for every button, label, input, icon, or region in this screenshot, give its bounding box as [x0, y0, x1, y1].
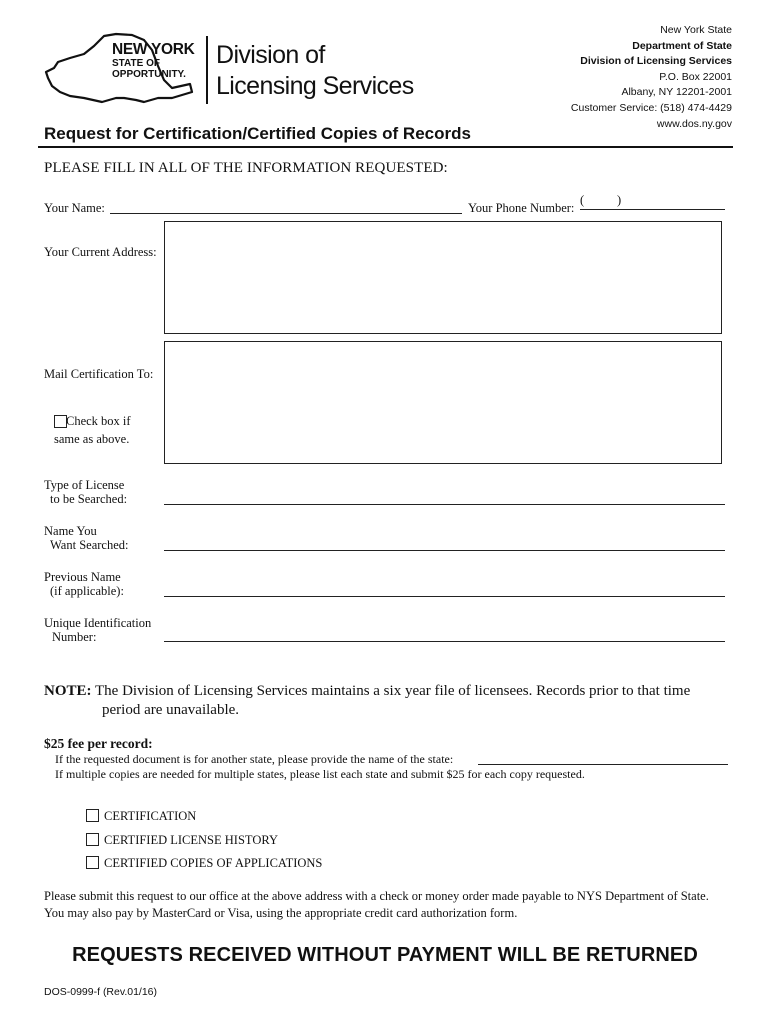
same-as-above-label: Check box if: [66, 414, 131, 428]
agency-address-block: [571, 23, 732, 132]
name-searched-field[interactable]: [164, 550, 725, 551]
note-key: NOTE:: [44, 683, 92, 699]
address-label: Your Current Address:: [44, 245, 157, 259]
phone-label: Your Phone Number:: [468, 201, 575, 215]
license-history-label: CERTIFIED LICENSE HISTORY: [104, 833, 279, 847]
payment-warning: REQUESTS RECEIVED WITHOUT PAYMENT WILL BE RETURNED: [72, 944, 698, 966]
division-name: [216, 40, 414, 102]
certification-checkbox[interactable]: [86, 809, 99, 822]
title-rule: [38, 146, 733, 148]
fee-line-2: If multiple copies are needed for multiple states, please list each state and submit $25 for each copy requested.: [55, 767, 585, 781]
agency-line: New York State: [660, 24, 732, 36]
license-type-field[interactable]: [164, 504, 725, 505]
phone-field[interactable]: [580, 209, 725, 210]
submit-line-1: Please submit this request to our office at the above address with a check or money order made payable to NYS Department of State.: [44, 889, 709, 903]
division-line-2: Licensing Services: [216, 72, 414, 100]
agency-line: Department of State: [632, 39, 732, 52]
agency-line: www.dos.ny.gov: [656, 117, 732, 130]
other-state-field[interactable]: [478, 764, 728, 765]
logo-line-3: OPPORTUNITY.: [112, 69, 186, 80]
note-line-1: The Division of Licensing Services maintains a six year file of licensees. Records prior to that time: [95, 683, 691, 699]
logo-line-2: STATE OF: [112, 58, 160, 69]
name-searched-label: Name You: [44, 524, 97, 538]
name-label: Your Name:: [44, 201, 105, 215]
form-title: Request for Certification/Certified Copies of Records: [44, 124, 471, 143]
logo-divider: [206, 36, 208, 104]
applications-label: CERTIFIED COPIES OF APPLICATIONS: [104, 856, 323, 870]
note-paragraph: [44, 682, 734, 720]
certification-label: CERTIFICATION: [104, 809, 197, 823]
mail-to-box[interactable]: [164, 341, 722, 464]
license-type-label: Type of License: [44, 478, 125, 492]
agency-line: Customer Service: (518) 474-4429: [570, 101, 732, 114]
agency-line: Division of Licensing Services: [580, 55, 732, 68]
submit-instructions: [44, 888, 709, 922]
unique-id-label: Unique Identification: [44, 616, 152, 630]
mail-to-label: Mail Certification To:: [44, 367, 154, 381]
division-line-1: Division of: [216, 41, 325, 69]
same-as-above-label-2: same as above.: [54, 432, 130, 446]
phone-paren-close: ): [617, 193, 622, 207]
applications-checkbox[interactable]: [86, 856, 99, 869]
fee-line-1: If the requested document is for another state, please provide the name of the state:: [55, 752, 454, 766]
license-history-checkbox[interactable]: [86, 833, 99, 846]
instruction-text: PLEASE FILL IN ALL OF THE INFORMATION REQUESTED:: [44, 160, 448, 176]
name-field[interactable]: [110, 213, 462, 214]
unique-id-label-2: Number:: [52, 630, 97, 644]
submit-line-2: You may also pay by MasterCard or Visa, using the appropriate credit card authorization form.: [44, 906, 518, 920]
logo-line-1: NEW YORK: [112, 41, 195, 58]
form-number: DOS-0999-f (Rev.01/16): [44, 986, 158, 998]
phone-paren-open: (: [580, 193, 585, 207]
agency-line: Albany, NY 12201-2001: [621, 86, 732, 99]
name-searched-label-2: Want Searched:: [50, 538, 129, 552]
agency-line: P.O. Box 22001: [659, 70, 732, 83]
previous-name-label-2: (if applicable):: [50, 584, 124, 598]
nys-logo: [112, 42, 195, 80]
note-line-2: period are unavailable.: [102, 702, 240, 718]
previous-name-field[interactable]: [164, 596, 725, 597]
previous-name-label: Previous Name: [44, 570, 121, 584]
license-type-label-2: to be Searched:: [50, 492, 128, 506]
address-box[interactable]: [164, 221, 722, 334]
fee-heading: $25 fee per record:: [44, 736, 153, 751]
unique-id-field[interactable]: [164, 641, 725, 642]
